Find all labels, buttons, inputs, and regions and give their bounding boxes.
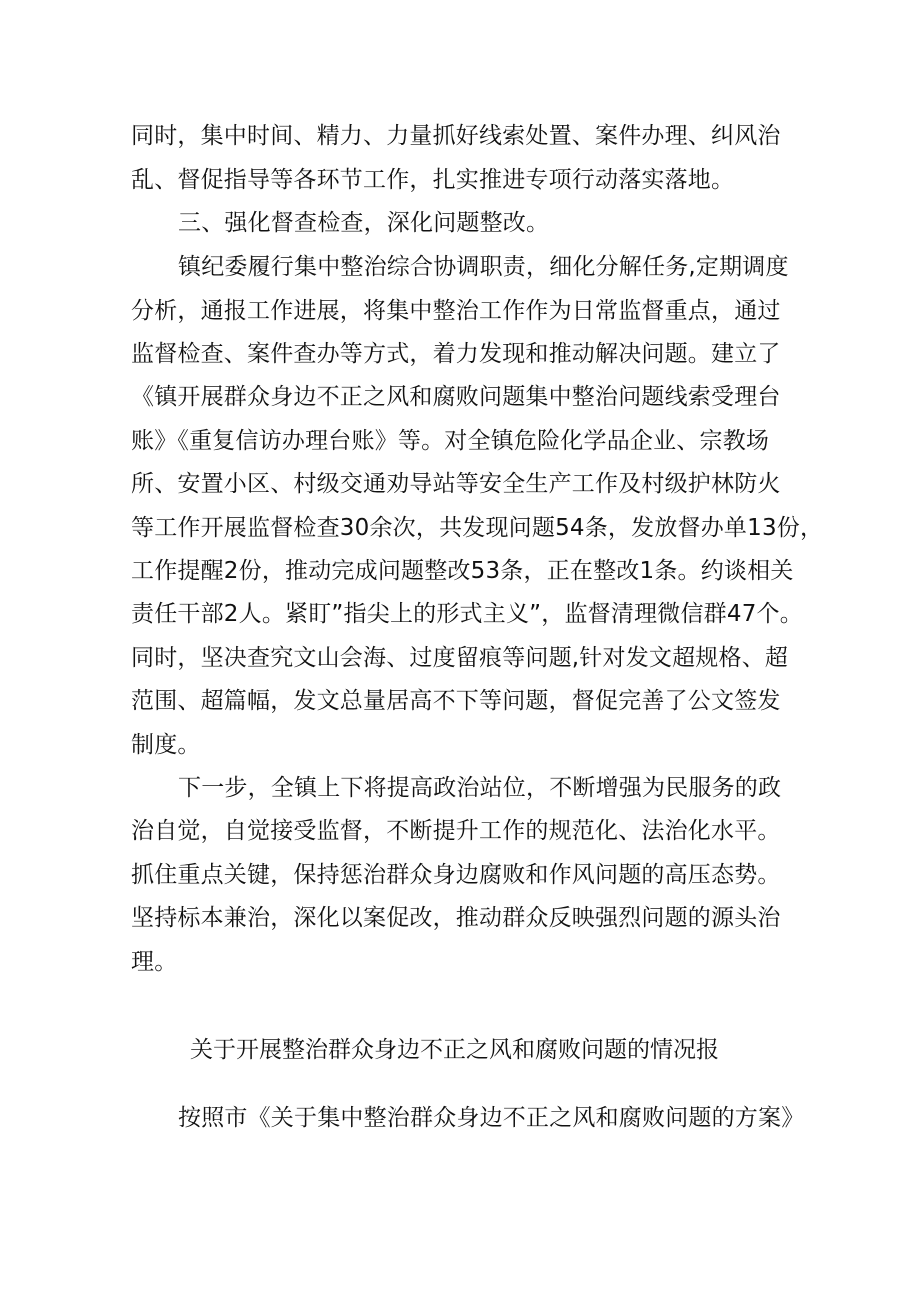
text-line: 责任干部2人。紧盯”指尖上的形式主义”，监督清理微信群47个。 xyxy=(131,601,803,627)
text-line: 等工作开展监督检查30余次，共发现问题54条，发放督办单13份， xyxy=(131,515,824,541)
text-line: 监督检查、案件查办等方式，着力发现和推动解决问题。建立了 xyxy=(131,341,781,367)
document-title: 关于开展整治群众身边不正之风和腐败问题的情况报 xyxy=(190,1037,719,1063)
section-heading: 三、强化督查检查，深化问题整改。 xyxy=(178,210,550,236)
text-line: 镇纪委履行集中整治综合协调职责，细化分解任务,定期调度 xyxy=(178,254,789,280)
text-line: 所、安置小区、村级交通劝导站等安全生产工作及村级护林防火 xyxy=(131,471,781,497)
text-line: 同时，集中时间、精力、力量抓好线索处置、案件办理、纠风治 xyxy=(131,123,781,149)
text-line: 坚持标本兼治，深化以案促改，推动群众反映强烈问题的源头治 xyxy=(131,905,781,931)
text-line: 抓住重点关键，保持惩治群众身边腐败和作风问题的高压态势。 xyxy=(131,862,781,888)
text-line: 制度。 xyxy=(131,732,201,758)
text-line: 范围、超篇幅，发文总量居高不下等问题，督促完善了公文签发 xyxy=(131,688,781,714)
text-line: 下一步，全镇上下将提高政治站位，不断增强为民服务的政 xyxy=(178,775,782,801)
text-line: 乱、督促指导等各环节工作，扎实推进专项行动落实落地。 xyxy=(131,167,735,193)
text-line: 《镇开展群众身边不正之风和腐败问题集中整治问题线索受理台 xyxy=(131,384,781,410)
text-line: 治自觉，自觉接受监督，不断提升工作的规范化、法治化水平。 xyxy=(131,818,781,844)
text-line: 按照市《关于集中整治群众身边不正之风和腐败问题的方案》 xyxy=(178,1105,805,1131)
text-line: 账》《重复信访办理台账》等。对全镇危险化学品企业、宗教场 xyxy=(131,428,770,454)
text-line: 工作提醒2份，推动完成问题整改53条，正在整改1条。约谈相关 xyxy=(131,558,794,584)
text-line: 分析，通报工作进展，将集中整治工作作为日常监督重点，通过 xyxy=(131,298,781,324)
text-line: 同时，坚决查究文山会海、过度留痕等问题,针对发文超规格、超 xyxy=(131,645,789,671)
text-line: 理。 xyxy=(131,949,178,975)
